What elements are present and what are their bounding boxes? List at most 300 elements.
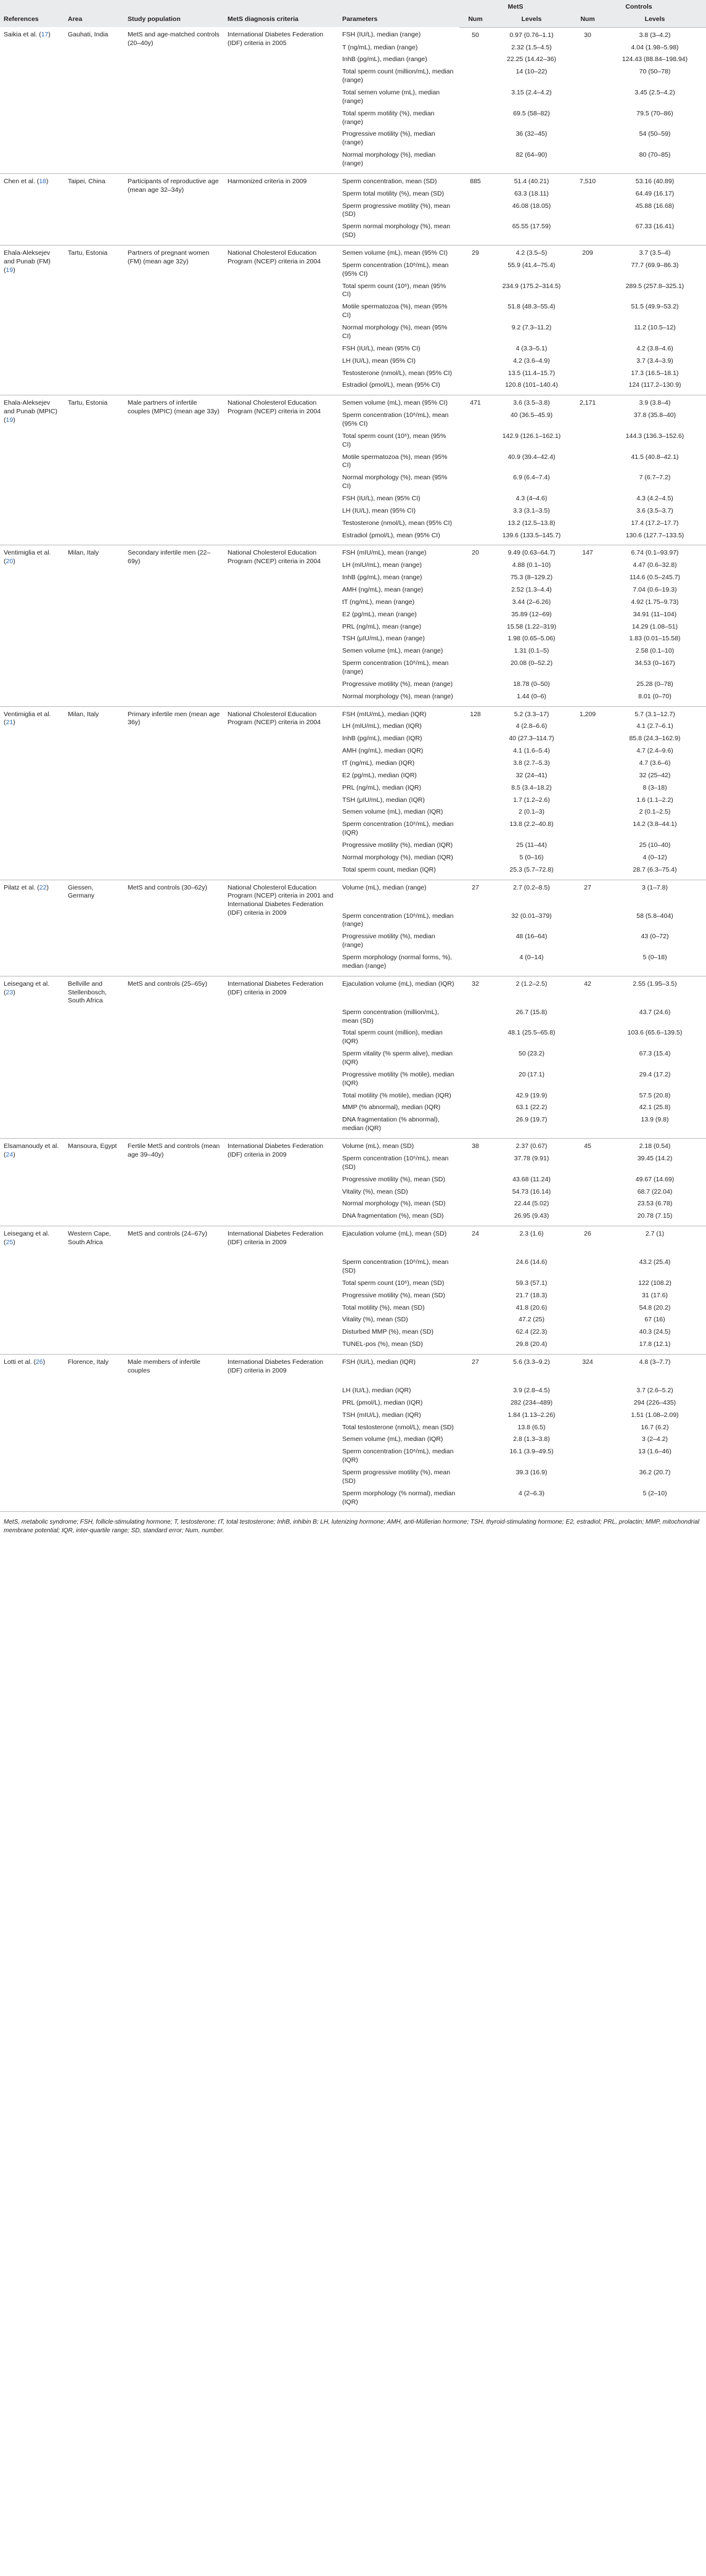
cell-mets-level: 62.4 (22.3) [515, 1328, 548, 1336]
cell-mets-level: 55.9 (41.4–75.4) [507, 261, 556, 269]
cell-parameter: TUNEL-pos (%), mean (SD) [342, 1340, 423, 1348]
header-criteria: MetS diagnosis criteria [224, 0, 339, 27]
cell-parameter: Sperm progressive motility (%), mean (SD) [342, 1468, 451, 1485]
cell-parameter: Ejaculation volume (mL), median (IQR) [342, 980, 454, 988]
cell-mets-num: 471 [470, 399, 481, 407]
cell-mets-level: 26.95 (9.43) [514, 1212, 549, 1220]
cell-controls-level: 122 (108.2) [638, 1279, 671, 1287]
cell-mets-level: 26.7 (15.8) [515, 1008, 548, 1016]
cell-mets-level: 1.7 (1.2–2.6) [513, 796, 550, 804]
cell-mets-level: 4.1 (1.6–5.4) [513, 747, 550, 755]
study-group [0, 173, 706, 245]
reference-author: Chen et al. [4, 177, 35, 185]
cell-mets-level: 46.08 (18.05) [512, 202, 551, 210]
cell-study-population: MetS and controls (24–67y) [128, 1230, 207, 1238]
cell-controls-num: 324 [582, 1358, 593, 1366]
cell-mets-level: 2 (1.2–2.5) [515, 980, 548, 988]
cell-controls-level: 4.92 (1.75–9.73) [631, 598, 679, 606]
cell-controls-level: 51.5 (49.9–53.2) [631, 303, 679, 311]
cell-controls-level: 4.7 (3.6–6) [639, 759, 671, 767]
cell-parameter: Testosterone (nmol/L), mean (95% CI) [342, 519, 452, 527]
cell-study-population: Participants of reproductive age (mean age 32–34y) [128, 177, 219, 194]
cell-controls-level: 64.49 (16.17) [635, 189, 675, 197]
citation-link[interactable]: 25 [6, 1238, 14, 1246]
cell-mets-level: 5.2 (3.3–17) [514, 710, 549, 718]
cell-controls-level: 67 (16) [644, 1316, 665, 1324]
citation-open: ( [4, 988, 6, 996]
cell-controls-level: 31 (17.6) [641, 1291, 668, 1299]
cell-mets-level: 142.9 (126.1–162.1) [502, 432, 561, 440]
cell-parameter: Semen volume (mL), median (IQR) [342, 1435, 443, 1443]
cell-parameter: FSH (mIU/mL), mean (range) [342, 549, 427, 557]
cell-area: Mansoura, Egypt [68, 1142, 117, 1150]
cell-controls-level: 7 (6.7–7.2) [639, 474, 671, 482]
cell-controls-level: 8.01 (0–70) [638, 692, 671, 700]
table-footnote: MetS, metabolic syndrome; FSH, follicle-stimulating hormone; T, testosterone; tT, total testosterone; InhB, inhibin B; LH, lutenizing hormone; AMH, anti-Müllerian hormone; TSH, thyroid-stimulating hormone; E2, estradiol; PRL, prolactin; MMP, mitochondrial membrane potential; IQR, inter-quartile range; SD, standard error; Num, number. [4, 1519, 700, 1535]
cell-criteria: International Diabetes Federation (IDF) criteria in 2009 [228, 980, 324, 996]
cell-mets-level: 69.5 (58–82) [513, 109, 550, 117]
cell-mets-level: 282 (234–489) [510, 1398, 553, 1406]
study-group [0, 395, 706, 545]
cell-mets-level: 20.08 (0–52.2) [510, 659, 553, 667]
citation-close: ) [48, 31, 51, 39]
cell-criteria: National Cholesterol Education Program (NCEP) criteria in 2004 [228, 549, 321, 566]
cell-area: Bellville and Stellenbosch, South Africa [68, 980, 107, 1005]
cell-controls-level: 124.43 (88.84–198.94) [622, 56, 688, 64]
table-row [0, 395, 706, 410]
cell-controls-level: 1.83 (0.01–15.58) [629, 635, 681, 643]
citation-open: ( [4, 1238, 6, 1246]
cell-mets-level: 51.8 (48.3–55.4) [507, 303, 556, 311]
citation-close: ) [13, 416, 15, 424]
citation-close: ) [13, 1150, 15, 1158]
cell-parameter: Total semen volume (mL), median (range) [342, 89, 440, 105]
cell-area: Tartu, Estonia [68, 399, 108, 407]
cell-mets-level: 0.97 (0.76–1.1) [509, 31, 554, 39]
cell-mets-level: 3.3 (3.1–3.5) [513, 506, 550, 514]
cell-parameter: Disturbed MMP (%), mean (SD) [342, 1328, 434, 1336]
cell-controls-level: 17.8 (12.1) [639, 1340, 671, 1348]
table-row [0, 880, 706, 910]
citation-open: ( [35, 883, 39, 891]
cell-controls-level: 37.8 (35.8–40) [633, 411, 676, 419]
citation-close: ) [13, 558, 15, 566]
cell-mets-level: 3.44 (2–6.26) [512, 598, 551, 606]
cell-mets-level: 35.89 (12–69) [511, 610, 552, 618]
cell-parameter: AMH (ng/mL), median (IQR) [342, 747, 424, 755]
reference-author: Pilatz et al. [4, 883, 36, 891]
cell-study-population: Fertile MetS and controls (mean age 39–40y) [128, 1142, 220, 1158]
cell-controls-level: 2 (0.1–2.5) [639, 808, 671, 816]
cell-mets-num: 27 [472, 1358, 479, 1366]
citation-link[interactable]: 19 [6, 416, 14, 424]
cell-controls-level: 54 (50–59) [639, 130, 671, 138]
cell-parameter: Total sperm count (10⁶), mean (95% CI) [342, 282, 446, 299]
citation-link[interactable]: 21 [6, 719, 14, 727]
cell-parameter: FSH (IU/L), mean (95% CI) [342, 344, 421, 352]
cell-parameter: Sperm progressive motility (%), mean (SD) [342, 202, 451, 218]
citation-link[interactable]: 20 [6, 558, 14, 566]
cell-controls-level: 20.78 (7.15) [637, 1212, 673, 1220]
cell-parameter: LH (IU/L), median (IQR) [342, 1386, 411, 1394]
cell-mets-num: 20 [472, 549, 479, 557]
cell-parameter: E2 (pg/mL), median (IQR) [342, 771, 417, 779]
cell-parameter: Total sperm count (10⁶), mean (SD) [342, 1279, 445, 1287]
cell-parameter: Sperm morphology (% normal), median (IQR) [342, 1489, 456, 1506]
cell-reference [0, 706, 64, 880]
cell-controls-level: 7.04 (0.6–19.3) [633, 585, 677, 593]
cell-parameter: Total sperm count (million/mL), median (range) [342, 68, 454, 85]
cell-mets-level: 59.3 (57.1) [515, 1279, 548, 1287]
cell-mets-level: 4.2 (3.6–4.9) [513, 357, 550, 365]
cell-controls-level: 144.3 (136.3–152.6) [625, 432, 684, 440]
cell-mets-num: 29 [472, 249, 479, 257]
study-group [0, 1226, 706, 1355]
reference-author: Leisegang et al. [4, 980, 50, 988]
cell-controls-num: 7,510 [579, 177, 596, 185]
cell-mets-level: 37.78 (9.91) [514, 1154, 549, 1162]
study-group [0, 706, 706, 880]
cell-parameter: Normal morphology (%), mean (95% CI) [342, 324, 448, 340]
cell-parameter: Semen volume (mL), median (IQR) [342, 808, 443, 816]
cell-controls-level: 6.74 (0.1–93.97) [631, 549, 679, 557]
cell-parameter: FSH (IU/L), median (range) [342, 31, 421, 39]
cell-reference [0, 880, 64, 976]
cell-parameter: E2 (pg/mL), mean (range) [342, 610, 417, 618]
cell-controls-level: 32 (25–42) [639, 771, 671, 779]
cell-mets-num: 32 [472, 980, 479, 988]
cell-parameter: InhB (pg/mL), median (range) [342, 56, 427, 64]
cell-parameter: Estradiol (pmol/L), mean (95% CI) [342, 381, 440, 389]
citation-link[interactable]: 19 [6, 266, 14, 274]
cell-mets-level: 6.9 (6.4–7.4) [513, 474, 550, 482]
cell-parameter: Sperm concentration (million/mL), mean (SD) [342, 1008, 439, 1025]
cell-study-population: Secondary infertile men (22–69y) [128, 549, 211, 566]
cell-controls-level: 4.2 (3.8–4.6) [636, 344, 673, 352]
cell-mets-level: 2.52 (1.3–4.4) [511, 585, 552, 593]
table-row [0, 976, 706, 1007]
table-row [0, 246, 706, 260]
citation-open: ( [4, 1150, 6, 1158]
table-row [0, 545, 706, 559]
cell-parameter: Volume (mL), median (range) [342, 883, 427, 891]
study-group [0, 880, 706, 976]
cell-parameter: Total motility (%), mean (SD) [342, 1303, 425, 1311]
cell-mets-level: 13.2 (12.5–13.8) [507, 519, 556, 527]
cell-mets-level: 9.49 (0.63–64.7) [507, 549, 556, 557]
cell-parameter: TSH (mIU/L), median (IQR) [342, 1411, 421, 1419]
citation-link[interactable]: 22 [39, 883, 47, 891]
cell-controls-level: 77.7 (69.9–86.3) [631, 261, 679, 269]
header-mets: MetS [459, 0, 572, 14]
cell-parameter: Motile spermatozoa (%), mean (95% CI) [342, 453, 448, 469]
cell-mets-num: 50 [472, 31, 479, 39]
cell-parameter: Total sperm motility (%), median (range) [342, 109, 435, 126]
cell-parameter: LH (mIU/mL), mean (range) [342, 561, 422, 569]
citation-close: ) [46, 883, 49, 891]
cell-mets-level: 63.1 (22.2) [515, 1104, 548, 1112]
cell-controls-level: 57.5 (20.8) [639, 1091, 671, 1099]
cell-mets-level: 54.73 (16.14) [512, 1187, 551, 1195]
cell-mets-level: 41.8 (20.6) [515, 1303, 548, 1311]
cell-reference [0, 1354, 64, 1511]
cell-mets-level: 40 (27.3–114.7) [509, 735, 554, 743]
cell-controls-level: 40.3 (24.5) [639, 1328, 671, 1336]
cell-controls-level: 70 (50–78) [639, 68, 671, 76]
cell-parameter: Sperm total motility (%), mean (SD) [342, 189, 445, 197]
cell-mets-level: 9.2 (7.3–11.2) [511, 324, 552, 332]
cell-mets-level: 48 (16–64) [515, 933, 548, 941]
cell-controls-level: 5 (0–18) [642, 954, 667, 962]
cell-reference [0, 976, 64, 1138]
cell-controls-level: 4.1 (2.7–6.1) [636, 722, 673, 730]
cell-mets-level: 4.3 (4–4.6) [515, 494, 548, 502]
header-controls-num: Num [572, 14, 604, 27]
cell-area: Gauhati, India [68, 31, 109, 39]
cell-parameter: LH (IU/L), mean (95% CI) [342, 506, 416, 514]
cell-controls-level: 43 (0–72) [641, 933, 669, 941]
cell-controls-level: 28.7 (6.3–75.4) [633, 865, 677, 873]
citation-close: ) [46, 177, 49, 185]
cell-parameter: Progressive motility (%), mean (SD) [342, 1291, 445, 1299]
cell-mets-level: 63.3 (18.11) [514, 189, 549, 197]
cell-mets-level: 43.68 (11.24) [512, 1175, 551, 1183]
cell-controls-level: 114.6 (0.5–245.7) [629, 574, 681, 582]
cell-reference [0, 173, 64, 245]
cell-mets-level: 4 (3.3–5.1) [515, 344, 548, 352]
cell-parameter: InhB (pg/mL), mean (range) [342, 574, 422, 582]
cell-reference [0, 1226, 64, 1355]
cell-parameter: MMP (% abnormal), median (IQR) [342, 1104, 441, 1112]
cell-parameter: Total sperm count (10⁶), mean (95% CI) [342, 432, 446, 448]
study-group [0, 1354, 706, 1511]
cell-controls-level: 29.4 (17.2) [639, 1070, 671, 1078]
header-references: References [0, 0, 64, 27]
cell-mets-level: 24.6 (14.6) [515, 1258, 548, 1266]
cell-mets-level: 13.5 (11.4–15.7) [507, 369, 556, 377]
cell-parameter: tT (ng/mL), median (IQR) [342, 759, 415, 767]
cell-controls-level: 1.6 (1.1–2.2) [636, 796, 673, 804]
cell-controls-level: 17.3 (16.5–18.1) [631, 369, 679, 377]
cell-controls-level: 13 (1.6–46) [638, 1448, 671, 1456]
cell-controls-level: 5 (2–10) [642, 1489, 667, 1497]
cell-parameter: tT (ng/mL), mean (range) [342, 598, 415, 606]
cell-controls-level: 3 (2–4.2) [641, 1435, 668, 1443]
cell-mets-level: 29.8 (20.4) [515, 1340, 548, 1348]
header-mets-num: Num [459, 14, 491, 27]
cell-parameter: Total testosterone (nmol/L), mean (SD) [342, 1423, 454, 1431]
cell-controls-level: 130.6 (127.7–133.5) [625, 531, 684, 539]
cell-controls-level: 53.16 (40.89) [635, 177, 675, 185]
cell-study-population: MetS and controls (25–65y) [128, 980, 207, 988]
cell-criteria: International Diabetes Federation (IDF) criteria in 2009 [228, 1230, 324, 1246]
cell-controls-level: 58 (5.8–404) [636, 912, 673, 920]
cell-controls-level: 85.8 (24.3–162.9) [629, 735, 681, 743]
cell-criteria: International Diabetes Federation (IDF) criteria in 2005 [228, 31, 324, 47]
citation-link[interactable]: 23 [6, 988, 14, 996]
citation-open: ( [35, 177, 39, 185]
table-row [0, 706, 706, 720]
cell-parameter: Sperm vitality (% sperm alive), median (IQR) [342, 1050, 453, 1067]
citation-open: ( [4, 416, 6, 424]
cell-parameter: Testosterone (nmol/L), mean (95% CI) [342, 369, 452, 377]
cell-controls-level: 3.7 (2.6–5.2) [636, 1386, 673, 1394]
citation-close: ) [43, 1358, 46, 1366]
cell-controls-level: 14.29 (1.08–51) [631, 622, 678, 630]
cell-controls-level: 4.47 (0.6–32.8) [633, 561, 677, 569]
cell-mets-level: 2.32 (1.5–4.5) [511, 43, 552, 51]
cell-controls-num: 27 [584, 883, 591, 891]
cell-mets-num: 128 [470, 710, 481, 718]
cell-mets-level: 36 (32–45) [515, 130, 548, 138]
cell-criteria: International Diabetes Federation (IDF) criteria in 2009 [228, 1358, 324, 1374]
cell-mets-level: 1.44 (0–6) [517, 692, 546, 700]
cell-controls-level: 43.2 (25.4) [639, 1258, 671, 1266]
cell-area: Florence, Italy [68, 1358, 109, 1366]
citation-close: ) [13, 719, 15, 727]
cell-mets-level: 32 (0.01–379) [511, 912, 552, 920]
study-group [0, 545, 706, 706]
cell-parameter: Motile spermatozoa (%), mean (95% CI) [342, 303, 448, 320]
cell-area: Giessen, Germany [68, 883, 95, 900]
cell-controls-level: 68.7 (22.04) [637, 1187, 673, 1195]
cell-parameter: LH (IU/L), mean (95% CI) [342, 357, 416, 365]
cell-controls-level: 294 (226–435) [633, 1398, 676, 1406]
cell-area: Milan, Italy [68, 710, 99, 718]
cell-parameter: Normal morphology (%), median (range) [342, 151, 436, 168]
cell-mets-level: 4 (0–14) [519, 954, 544, 962]
cell-mets-level: 2.7 (0.2–8.5) [513, 883, 550, 891]
cell-mets-level: 120.8 (101–140.4) [505, 381, 558, 389]
cell-controls-level: 45.88 (16.68) [635, 202, 675, 210]
cell-controls-level: 41.5 (40.8–42.1) [631, 453, 679, 461]
cell-reference [0, 27, 64, 173]
cell-parameter: Normal morphology (%), mean (95% CI) [342, 474, 448, 490]
citation-open: ( [4, 719, 6, 727]
cell-criteria: Harmonized criteria in 2009 [228, 177, 307, 185]
table-row [0, 173, 706, 188]
cell-controls-level: 3.8 (3–4.2) [639, 31, 671, 39]
cell-controls-level: 11.2 (10.5–12) [634, 324, 676, 332]
cell-controls-level: 4 (0–12) [642, 853, 667, 861]
cell-parameter: DNA fragmentation (%), mean (SD) [342, 1212, 444, 1220]
cell-parameter: Normal morphology (%), median (IQR) [342, 853, 453, 861]
reference-author: Ehala-Aleksejev and Punab (MPIC) [4, 399, 57, 416]
cell-parameter: Total sperm count (million), median (IQR) [342, 1029, 443, 1046]
cell-mets-level: 22.44 (5.02) [514, 1200, 549, 1208]
cell-controls-level: 36.2 (20.7) [639, 1468, 671, 1476]
cell-controls-level: 2.58 (0.1–10) [635, 647, 675, 655]
cell-controls-level: 4.7 (2.4–9.6) [636, 747, 673, 755]
cell-controls-level: 34.91 (11–104) [633, 610, 677, 618]
cell-parameter: Semen volume (mL), mean (range) [342, 647, 443, 655]
cell-mets-level: 22.25 (14.42–36) [507, 56, 556, 64]
cell-mets-num: 38 [472, 1142, 479, 1150]
cell-parameter: Sperm concentration (10⁶/mL), median (range) [342, 912, 454, 928]
cell-mets-level: 39.3 (16.9) [515, 1468, 548, 1476]
cell-mets-level: 15.58 (1.22–319) [507, 622, 556, 630]
cell-mets-level: 1.98 (0.65–5.06) [507, 635, 556, 643]
cell-mets-level: 139.6 (133.5–145.7) [502, 531, 561, 539]
reference-author: Ventimiglia et al. [4, 710, 51, 718]
cell-mets-level: 16.1 (3.9–49.5) [509, 1448, 554, 1456]
cell-mets-level: 13.8 (2.2–40.8) [509, 820, 554, 828]
citation-link[interactable]: 24 [6, 1150, 14, 1158]
cell-parameter: Sperm concentration (10⁶/mL), mean (SD) [342, 1258, 449, 1274]
cell-criteria: National Cholesterol Education Program (NCEP) criteria in 2001 and International Diabetes Federation (IDF) criteria in 2009 [228, 883, 334, 917]
cell-parameter: FSH (IU/L), median (IQR) [342, 1358, 416, 1366]
cell-parameter: TSH (μIU/mL), median (IQR) [342, 796, 425, 804]
cell-reference [0, 246, 64, 395]
cell-mets-level: 82 (64–90) [515, 151, 548, 159]
cell-mets-level: 8.5 (3.4–18.2) [511, 783, 552, 791]
cell-parameter: FSH (mIU/mL), median (IQR) [342, 710, 427, 718]
table-row [0, 1139, 706, 1153]
header-controls: Controls [572, 0, 706, 14]
cell-parameter: Progressive motility (%), median (range) [342, 130, 435, 147]
cell-parameter: TSH (μIU/mL), mean (range) [342, 635, 425, 643]
citation-link[interactable]: 18 [39, 177, 46, 185]
cell-mets-level: 51.4 (40.21) [514, 177, 549, 185]
reference-author: Ventimiglia et al. [4, 549, 51, 557]
cell-parameter: Sperm concentration (10⁶/mL), median (IQR) [342, 1448, 454, 1464]
citation-link[interactable]: 17 [41, 31, 49, 39]
citation-link[interactable]: 26 [35, 1358, 43, 1366]
cell-mets-level: 3.8 (2.7–5.3) [513, 759, 550, 767]
study-group [0, 976, 706, 1138]
cell-parameter: Ejaculation volume (mL), mean (SD) [342, 1230, 447, 1238]
cell-criteria: National Cholesterol Education Program (NCEP) criteria in 2004 [228, 710, 321, 727]
citation-open: ( [31, 1358, 36, 1366]
cell-study-population: Male members of infertile couples [128, 1358, 200, 1374]
cell-mets-level: 25.3 (5.7–72.8) [509, 865, 554, 873]
cell-parameter: Sperm concentration (10⁶/mL), mean (95% CI) [342, 411, 449, 427]
cell-area: Milan, Italy [68, 549, 99, 557]
study-group [0, 246, 706, 395]
cell-controls-level: 17.4 (17.2–17.7) [631, 519, 679, 527]
cell-controls-level: 39.45 (14.2) [637, 1154, 673, 1162]
cell-mets-level: 2.3 (1.6) [519, 1230, 544, 1238]
reference-author: Saikia et al. [4, 31, 38, 39]
cell-controls-level: 3.9 (3.8–4) [639, 399, 671, 407]
cell-mets-num: 24 [472, 1230, 479, 1238]
cell-controls-level: 13.9 (9.8) [641, 1116, 669, 1124]
cell-criteria: National Cholesterol Education Program (NCEP) criteria in 2004 [228, 249, 321, 265]
cell-controls-level: 54.8 (20.2) [639, 1303, 671, 1311]
cell-mets-level: 50 (23.2) [518, 1050, 545, 1058]
cell-controls-level: 4.8 (3–7.7) [639, 1358, 671, 1366]
cell-controls-level: 23.53 (6.78) [637, 1200, 673, 1208]
cell-controls-level: 2.55 (1.95–3.5) [633, 980, 677, 988]
cell-controls-level: 43.7 (24.6) [639, 1008, 671, 1016]
cell-parameter: Estradiol (pmol/L), mean (95% CI) [342, 531, 440, 539]
cell-reference [0, 545, 64, 706]
cell-controls-level: 5.7 (3.1–12.7) [634, 710, 675, 718]
cell-parameter: Progressive motility (% motile), median (IQR) [342, 1070, 454, 1087]
cell-parameter: Total sperm count, median (IQR) [342, 865, 436, 873]
cell-area: Taipei, China [68, 177, 105, 185]
reference-author: Ehala-Aleksejev and Punab (FM) [4, 249, 51, 265]
cell-controls-level: 8 (3–18) [642, 783, 667, 791]
cell-mets-level: 3.9 (2.8–4.5) [513, 1386, 550, 1394]
cell-area: Western Cape, South Africa [68, 1230, 111, 1246]
cell-controls-level: 4.3 (4.2–4.5) [636, 494, 673, 502]
cell-controls-level: 67.33 (16.41) [635, 223, 675, 231]
cell-controls-level: 25.28 (0–78) [636, 680, 673, 688]
reference-author: Elsamanoudy et al. [4, 1142, 59, 1150]
cell-parameter: PRL (ng/mL), mean (range) [342, 622, 421, 630]
cell-mets-level: 42.9 (19.9) [515, 1091, 548, 1099]
